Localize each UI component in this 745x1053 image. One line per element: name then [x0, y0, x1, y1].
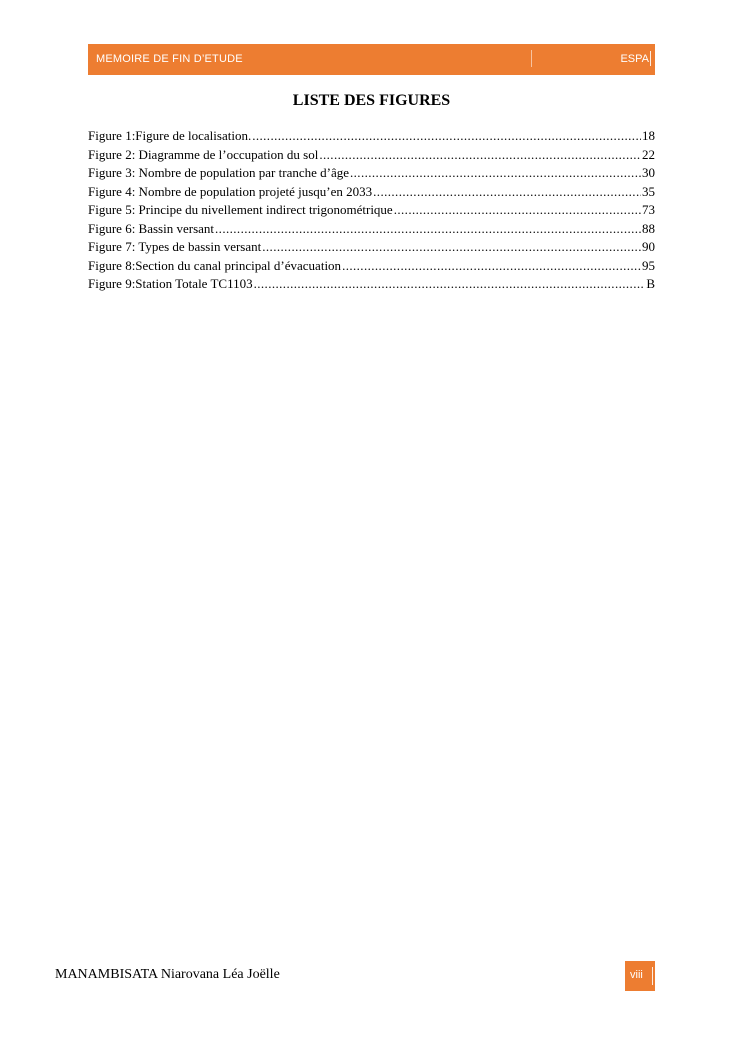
figure-page: 73 — [642, 202, 655, 217]
figure-entry[interactable] — [88, 146, 655, 165]
dot-leader — [254, 275, 646, 294]
figure-page: 95 — [642, 257, 655, 273]
figure-entry[interactable] — [88, 127, 655, 146]
figure-label: Figure 8:Section du canal principal d’évacuation — [88, 257, 342, 273]
figure-label: Figure 6: Bassin versant — [88, 220, 215, 236]
figure-entry[interactable] — [88, 183, 655, 202]
dot-leader — [342, 257, 641, 276]
dot-leader — [373, 183, 641, 202]
figure-entry[interactable] — [88, 238, 655, 257]
figure-label: Figure 9:Station Totale TC1103 — [88, 276, 253, 291]
footer-page-rule — [652, 967, 653, 985]
figure-page: 30 — [642, 165, 655, 180]
figure-page: 88 — [642, 220, 655, 236]
figure-list — [88, 127, 655, 294]
figure-label: Figure 4: Nombre de population projeté jusqu’en 2033 — [88, 183, 373, 199]
dot-leader — [394, 201, 641, 220]
figure-entry[interactable] — [88, 220, 655, 239]
figure-entry[interactable] — [88, 275, 655, 294]
dot-leader — [262, 238, 641, 257]
figure-entry[interactable] — [88, 257, 655, 276]
figure-page: 18 — [642, 128, 655, 143]
page-title: LISTE DES FIGURES — [292, 92, 451, 109]
figure-label: Figure 5: Principe du nivellement indirect trigonométrique — [88, 202, 393, 217]
dot-leader — [319, 146, 641, 165]
figure-entry[interactable] — [88, 201, 655, 220]
figure-page: B — [646, 276, 655, 291]
header-divider — [531, 50, 532, 67]
figure-page: 35 — [642, 183, 655, 199]
footer-page-badge — [625, 961, 655, 991]
dot-leader — [215, 220, 641, 239]
figure-page: 22 — [642, 146, 655, 162]
dot-leader — [252, 127, 641, 146]
header-title: MEMOIRE DE FIN D’ETUDE — [96, 53, 243, 65]
figure-label: Figure 2: Diagramme de l’occupation du sol — [88, 146, 319, 162]
figure-label: Figure 7: Types de bassin versant — [88, 239, 262, 254]
header-school: ESPA — [620, 53, 649, 65]
figure-entry[interactable] — [88, 164, 655, 183]
page-number: viii — [630, 969, 643, 981]
footer-author: MANAMBISATA Niarovana Léa Joëlle — [55, 967, 280, 982]
figure-page: 90 — [642, 239, 655, 254]
figure-label: Figure 1:Figure de localisation. — [88, 128, 252, 143]
page-header — [88, 44, 655, 75]
header-right-rule — [650, 51, 651, 66]
dot-leader — [350, 164, 641, 183]
figure-label: Figure 3: Nombre de population par tranche d’âge — [88, 165, 349, 180]
